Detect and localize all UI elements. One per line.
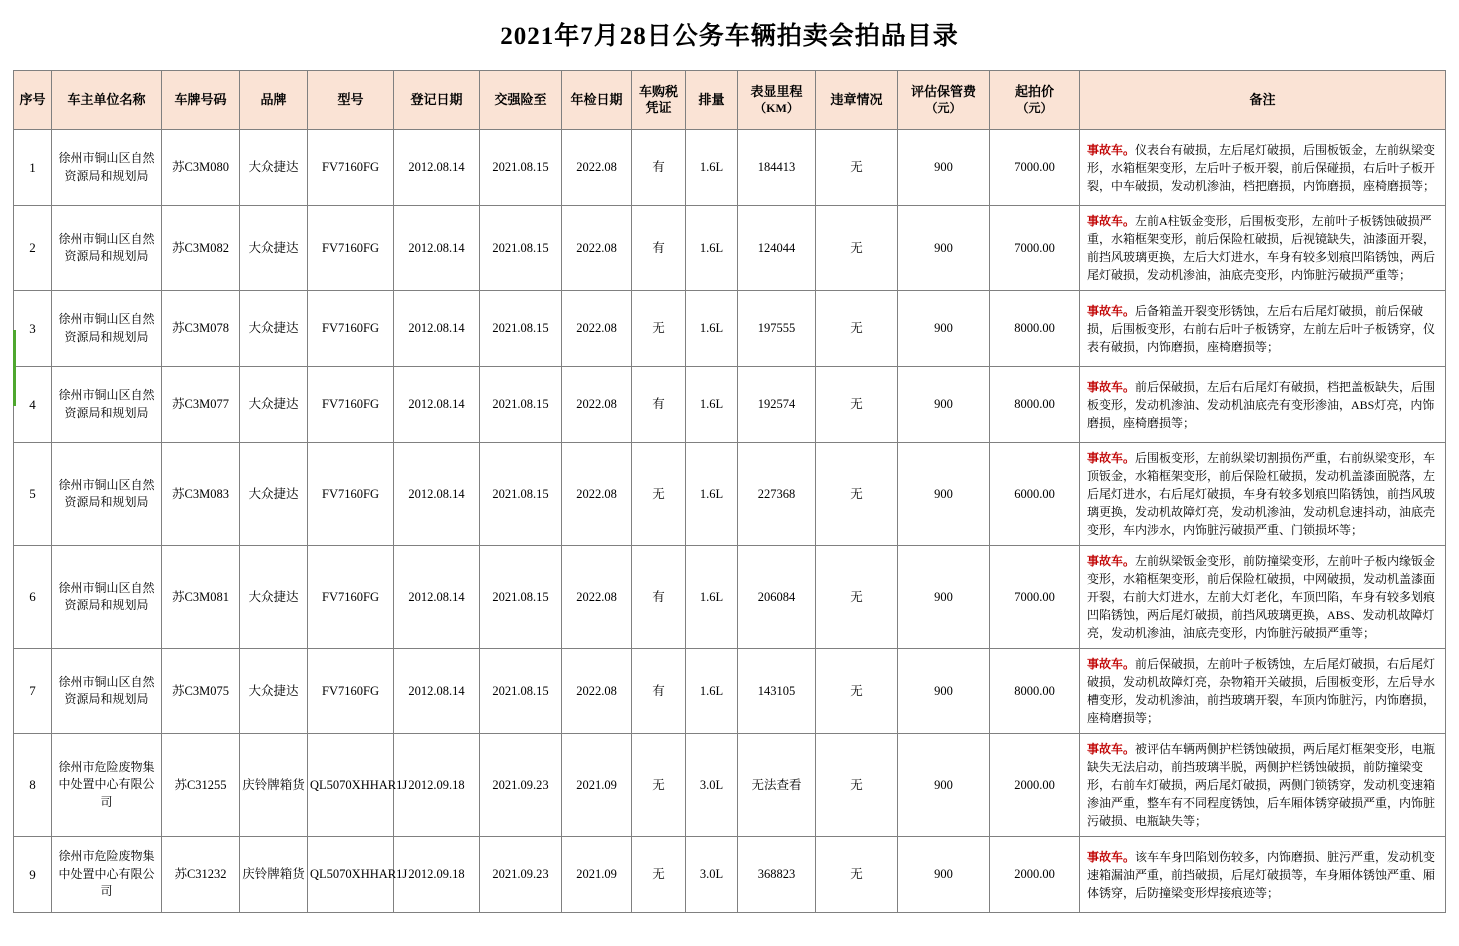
cell-tax-cert: 有	[632, 130, 686, 206]
cell-remark	[1080, 367, 1446, 443]
cell-displacement: 3.0L	[686, 734, 738, 837]
cell-insurance-until: 2021.08.15	[480, 649, 562, 734]
cell-mileage: 无法查看	[738, 734, 816, 837]
cell-displacement: 1.6L	[686, 649, 738, 734]
cell-start-price: 6000.00	[990, 443, 1080, 546]
col-header-plate: 车牌号码	[162, 71, 240, 130]
cell-fee: 900	[898, 837, 990, 913]
remark-text: 左前A柱钣金变形，后围板变形，左前叶子板锈蚀破损严重，水箱框架变形，前后保险杠破损，后视镜缺失，油漆面开裂，前挡风玻璃更换，左后大灯进水，车身有较多划痕凹陷锈蚀，两后尾灯破损，发动机渗油，油底壳变形，内饰脏污破损严重等；	[1087, 214, 1436, 282]
cell-remark	[1080, 546, 1446, 649]
cell-owner: 徐州市铜山区自然资源局和规划局	[52, 443, 162, 546]
cell-brand: 大众捷达	[240, 291, 308, 367]
cell-plate: 苏C31255	[162, 734, 240, 837]
col-header-displacement: 排量	[686, 71, 738, 130]
cell-insurance-until: 2021.08.15	[480, 367, 562, 443]
cell-start-price: 8000.00	[990, 291, 1080, 367]
cell-brand: 大众捷达	[240, 546, 308, 649]
remark-text: 后备箱盖开裂变形锈蚀，左后右后尾灯破损，前后保破损，后围板变形，右前右后叶子板锈穿，左前左后叶子板锈穿，仪表有破损，内饰磨损，座椅磨损等；	[1087, 303, 1436, 354]
cell-reg-date: 2012.08.14	[394, 291, 480, 367]
cell-reg-date: 2012.08.14	[394, 206, 480, 291]
cell-index: 2	[14, 206, 52, 291]
cell-violation: 无	[816, 291, 898, 367]
cell-plate: 苏C3M081	[162, 546, 240, 649]
cell-start-price: 2000.00	[990, 734, 1080, 837]
cell-fee: 900	[898, 546, 990, 649]
page-title: 2021年7月28日公务车辆拍卖会拍品目录	[500, 23, 959, 50]
accident-tag: 事故车。	[1087, 379, 1136, 394]
accident-tag: 事故车。	[1087, 657, 1136, 671]
cell-remark	[1080, 206, 1446, 291]
cell-index: 9	[14, 837, 52, 913]
cell-plate: 苏C3M080	[162, 130, 240, 206]
cell-fee: 900	[898, 206, 990, 291]
accident-tag: 事故车。	[1087, 554, 1136, 568]
col-header-owner: 车主单位名称	[52, 71, 162, 130]
cell-insurance-until: 2021.08.15	[480, 206, 562, 291]
cell-start-price: 7000.00	[990, 206, 1080, 291]
accident-tag: 事故车。	[1087, 451, 1136, 465]
cell-mileage: 368823	[738, 837, 816, 913]
cell-model: FV7160FG	[308, 367, 394, 443]
cell-owner: 徐州市铜山区自然资源局和规划局	[52, 206, 162, 291]
col-header-model: 型号	[308, 71, 394, 130]
cell-index: 1	[14, 130, 52, 206]
cell-mileage: 184413	[738, 130, 816, 206]
accident-tag: 事故车。	[1087, 742, 1136, 756]
cell-plate: 苏C3M075	[162, 649, 240, 734]
cell-start-price: 7000.00	[990, 546, 1080, 649]
cell-owner: 徐州市铜山区自然资源局和规划局	[52, 546, 162, 649]
cell-brand: 大众捷达	[240, 130, 308, 206]
cell-violation: 无	[816, 367, 898, 443]
col-header-index: 序号	[14, 71, 52, 130]
cell-tax-cert: 有	[632, 367, 686, 443]
cell-tax-cert: 有	[632, 546, 686, 649]
cell-insurance-until: 2021.09.23	[480, 837, 562, 913]
cell-fee: 900	[898, 443, 990, 546]
cell-displacement: 1.6L	[686, 546, 738, 649]
cell-reg-date: 2012.09.18	[394, 837, 480, 913]
table-row	[14, 734, 1446, 837]
cell-insurance-until: 2021.09.23	[480, 734, 562, 837]
cell-mileage: 227368	[738, 443, 816, 546]
col-header-reg-date: 登记日期	[394, 71, 480, 130]
table-row	[14, 367, 1446, 443]
cell-displacement: 3.0L	[686, 837, 738, 913]
table-body	[14, 130, 1446, 913]
cell-remark	[1080, 443, 1446, 546]
cell-inspection-date: 2021.09	[562, 734, 632, 837]
cell-inspection-date: 2022.08	[562, 367, 632, 443]
cell-index: 6	[14, 546, 52, 649]
table-row	[14, 291, 1446, 367]
cell-violation: 无	[816, 837, 898, 913]
cell-inspection-date: 2021.09	[562, 837, 632, 913]
cell-remark	[1080, 291, 1446, 367]
accident-tag: 事故车。	[1087, 214, 1136, 228]
cell-index: 4	[14, 367, 52, 443]
cell-fee: 900	[898, 367, 990, 443]
table-row	[14, 649, 1446, 734]
cell-insurance-until: 2021.08.15	[480, 130, 562, 206]
cell-violation: 无	[816, 649, 898, 734]
cell-start-price: 7000.00	[990, 130, 1080, 206]
table-row	[14, 837, 1446, 913]
cell-reg-date: 2012.08.14	[394, 367, 480, 443]
cell-owner: 徐州市危险废物集中处置中心有限公司	[52, 734, 162, 837]
cell-remark	[1080, 649, 1446, 734]
cell-remark	[1080, 837, 1446, 913]
cell-brand: 大众捷达	[240, 649, 308, 734]
cell-brand: 大众捷达	[240, 206, 308, 291]
cell-model: FV7160FG	[308, 291, 394, 367]
row-selection-marker	[13, 330, 16, 406]
cell-owner: 徐州市危险废物集中处置中心有限公司	[52, 837, 162, 913]
cell-index: 7	[14, 649, 52, 734]
cell-owner: 徐州市铜山区自然资源局和规划局	[52, 130, 162, 206]
remark-text: 该车车身凹陷划伤较多，内饰磨损、脏污严重，发动机变速箱漏油严重，前挡破损，后尾灯破损等，车身厢体锈蚀严重、厢体锈穿，后防撞梁变形焊接痕迹等；	[1087, 849, 1436, 900]
cell-model: FV7160FG	[308, 130, 394, 206]
cell-model: QL5070XHHAR1J	[308, 837, 394, 913]
cell-fee: 900	[898, 291, 990, 367]
cell-plate: 苏C3M082	[162, 206, 240, 291]
col-header-fee: 评估保管费 （元）	[898, 71, 990, 130]
cell-mileage: 192574	[738, 367, 816, 443]
cell-violation: 无	[816, 546, 898, 649]
col-header-remark: 备注	[1080, 71, 1446, 130]
table-row	[14, 206, 1446, 291]
cell-fee: 900	[898, 649, 990, 734]
col-header-brand: 品牌	[240, 71, 308, 130]
col-header-inspection-date: 年检日期	[562, 71, 632, 130]
cell-plate: 苏C31232	[162, 837, 240, 913]
remark-text: 后围板变形，左前纵梁切割损伤严重，右前纵梁变形，车顶钣金，水箱框架变形，前后保险杠破损，发动机盖漆面脱落，左后尾灯进水，右后尾灯破损，车身有较多划痕凹陷锈蚀，前挡风玻璃更换，发动机故障灯亮，发动机渗油，发动机怠速抖动，油底壳变形，车内涉水，内饰脏污破损严重、门锁损坏等；	[1087, 451, 1436, 537]
cell-inspection-date: 2022.08	[562, 546, 632, 649]
cell-reg-date: 2012.08.14	[394, 649, 480, 734]
remark-text: 左前纵梁钣金变形，前防撞梁变形，左前叶子板内缘钣金变形，水箱框架变形，前后保险杠破损，中网破损，发动机盖漆面开裂，右前大灯进水，左前大灯老化，车顶凹陷，车身有较多划痕凹陷锈蚀，两后尾灯破损，前挡风玻璃更换，ABS、发动机故障灯亮，发动机渗油，油底壳变形，内饰脏污破损严重等；	[1087, 554, 1436, 640]
table-row	[14, 130, 1446, 206]
cell-owner: 徐州市铜山区自然资源局和规划局	[52, 649, 162, 734]
cell-tax-cert: 无	[632, 837, 686, 913]
col-header-insurance-until: 交强险至	[480, 71, 562, 130]
cell-displacement: 1.6L	[686, 130, 738, 206]
cell-model: FV7160FG	[308, 206, 394, 291]
remark-text: 前后保破损，左前叶子板锈蚀，左后尾灯破损，右后尾灯破损，发动机故障灯亮，杂物箱开关破损，后围板变形，左后导水槽变形，发动机渗油，前挡玻璃开裂，车顶内饰脏污，内饰磨损，座椅磨损等；	[1087, 657, 1436, 725]
cell-mileage: 143105	[738, 649, 816, 734]
cell-insurance-until: 2021.08.15	[480, 546, 562, 649]
cell-reg-date: 2012.08.14	[394, 546, 480, 649]
cell-owner: 徐州市铜山区自然资源局和规划局	[52, 291, 162, 367]
cell-reg-date: 2012.08.14	[394, 443, 480, 546]
cell-brand: 大众捷达	[240, 367, 308, 443]
cell-tax-cert: 有	[632, 649, 686, 734]
col-header-violation: 违章情况	[816, 71, 898, 130]
cell-model: QL5070XHHAR1J	[308, 734, 394, 837]
cell-violation: 无	[816, 206, 898, 291]
cell-reg-date: 2012.09.18	[394, 734, 480, 837]
cell-index: 5	[14, 443, 52, 546]
cell-brand: 庆铃牌箱货	[240, 734, 308, 837]
cell-inspection-date: 2022.08	[562, 291, 632, 367]
col-header-start-price: 起拍价 （元）	[990, 71, 1080, 130]
cell-tax-cert: 无	[632, 734, 686, 837]
header-row	[14, 71, 1446, 130]
cell-tax-cert: 有	[632, 206, 686, 291]
col-header-tax-cert: 车购税凭证	[632, 71, 686, 130]
cell-brand: 大众捷达	[240, 443, 308, 546]
cell-owner: 徐州市铜山区自然资源局和规划局	[52, 367, 162, 443]
cell-insurance-until: 2021.08.15	[480, 291, 562, 367]
cell-fee: 900	[898, 734, 990, 837]
cell-tax-cert: 无	[632, 443, 686, 546]
accident-tag: 事故车。	[1087, 303, 1136, 318]
cell-model: FV7160FG	[308, 649, 394, 734]
cell-mileage: 197555	[738, 291, 816, 367]
cell-inspection-date: 2022.08	[562, 443, 632, 546]
cell-mileage: 206084	[738, 546, 816, 649]
cell-displacement: 1.6L	[686, 367, 738, 443]
cell-plate: 苏C3M083	[162, 443, 240, 546]
cell-brand: 庆铃牌箱货	[240, 837, 308, 913]
cell-inspection-date: 2022.08	[562, 206, 632, 291]
cell-displacement: 1.6L	[686, 291, 738, 367]
cell-start-price: 8000.00	[990, 649, 1080, 734]
cell-violation: 无	[816, 130, 898, 206]
cell-violation: 无	[816, 443, 898, 546]
cell-mileage: 124044	[738, 206, 816, 291]
remark-text: 前后保破损，左后右后尾灯有破损，档把盖板缺失，后围板变形，发动机渗油、发动机油底壳有变形渗油，ABS灯亮，内饰磨损，座椅磨损等；	[1087, 379, 1436, 430]
cell-tax-cert: 无	[632, 291, 686, 367]
cell-fee: 900	[898, 130, 990, 206]
remark-text: 被评估车辆两侧护栏锈蚀破损，两后尾灯框架变形，电瓶缺失无法启动，前挡玻璃半脱，两侧护栏锈蚀破损，前防撞梁变形，右前车灯破损，两后尾灯破损，两侧门锁锈穿，发动机变速箱渗油严重，整车有不同程度锈蚀，后车厢体锈穿破损严重，内饰脏污破损、电瓶缺失等；	[1087, 742, 1436, 828]
cell-displacement: 1.6L	[686, 206, 738, 291]
cell-remark	[1080, 734, 1446, 837]
table-row	[14, 443, 1446, 546]
cell-index: 3	[14, 291, 52, 367]
cell-plate: 苏C3M077	[162, 367, 240, 443]
cell-reg-date: 2012.08.14	[394, 130, 480, 206]
cell-start-price: 2000.00	[990, 837, 1080, 913]
cell-insurance-until: 2021.08.15	[480, 443, 562, 546]
col-header-mileage: 表显里程 （KM）	[738, 71, 816, 130]
table-header	[14, 71, 1446, 130]
cell-inspection-date: 2022.08	[562, 130, 632, 206]
accident-tag: 事故车。	[1087, 142, 1136, 157]
cell-start-price: 8000.00	[990, 367, 1080, 443]
remark-text: 仪表台有破损，左后尾灯破损，后围板钣金，左前纵梁变形，水箱框架变形，左后叶子板开裂，前后保碰损，右后叶子板开裂，中车破损，发动机渗油，档把磨损，内饰磨损，座椅磨损等；	[1087, 142, 1436, 193]
accident-tag: 事故车。	[1087, 849, 1136, 864]
cell-violation: 无	[816, 734, 898, 837]
auction-catalog-table	[13, 70, 1446, 913]
cell-model: FV7160FG	[308, 546, 394, 649]
cell-displacement: 1.6L	[686, 443, 738, 546]
cell-model: FV7160FG	[308, 443, 394, 546]
cell-remark	[1080, 130, 1446, 206]
cell-plate: 苏C3M078	[162, 291, 240, 367]
cell-index: 8	[14, 734, 52, 837]
cell-inspection-date: 2022.08	[562, 649, 632, 734]
table-row	[14, 546, 1446, 649]
